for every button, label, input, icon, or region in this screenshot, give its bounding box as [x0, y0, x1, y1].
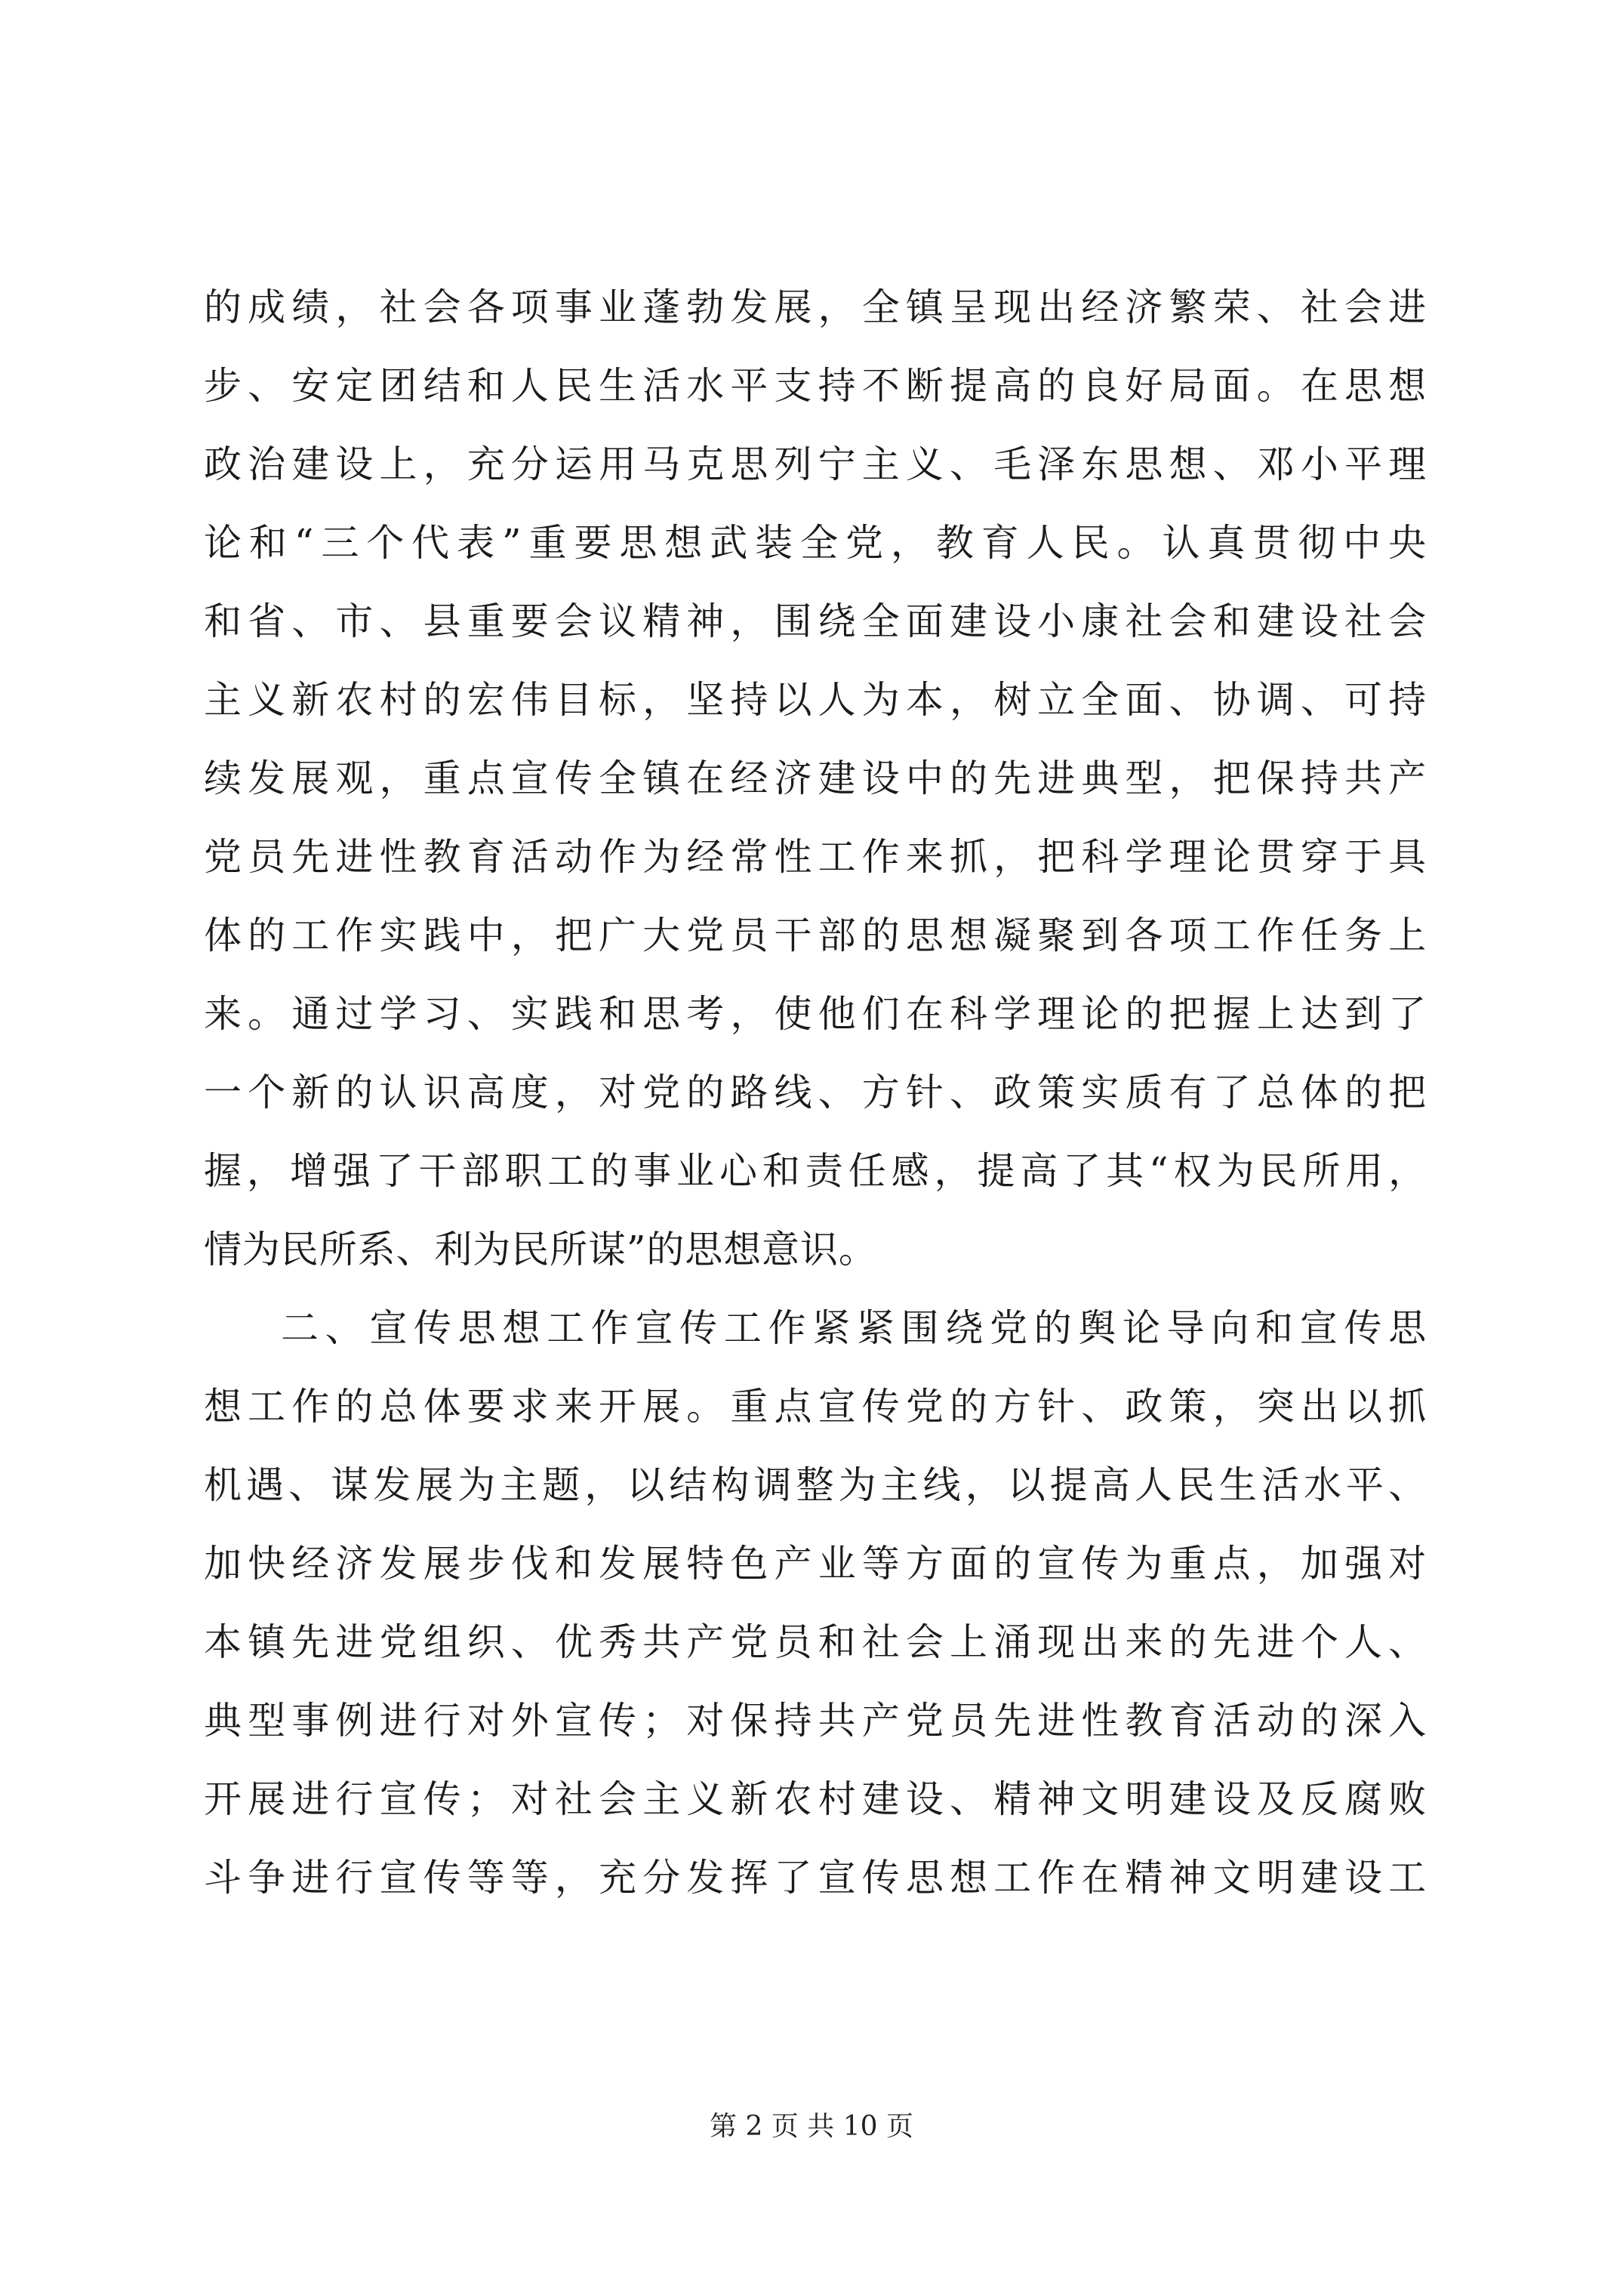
- text-line: 来。通过学习、实践和思考，使他们在科学理论的把握上达到了: [204, 992, 1427, 1036]
- text-line: 情为民所系、利为民所谋”的思想意识。: [204, 1228, 877, 1271]
- page-number: 第 2 页 共 10 页: [710, 2111, 913, 2142]
- text-line: 续发展观，重点宣传全镇在经济建设中的先进典型，把保持共产: [204, 757, 1427, 800]
- text-line: 一个新的认识高度，对党的路线、方针、政策实质有了总体的把: [204, 1071, 1427, 1114]
- text-line: 和省、市、县重要会议精神，围绕全面建设小康社会和建设社会: [204, 599, 1427, 643]
- text-line: 想工作的总体要求来开展。重点宣传党的方针、政策，突出以抓: [204, 1385, 1427, 1428]
- text-line: 握，增强了干部职工的事业心和责任感，提高了其“权为民所用，: [204, 1149, 1427, 1193]
- text-line: 论和“三个代表”重要思想武装全党，教育人民。认真贯彻中央: [204, 521, 1427, 565]
- page-footer: [0, 2110, 1623, 2143]
- text-line: 的成绩，社会各项事业蓬勃发展，全镇呈现出经济繁荣、社会进: [204, 285, 1427, 329]
- document-body: [204, 268, 1427, 1917]
- text-line: 党员先进性教育活动作为经常性工作来抓，把科学理论贯穿于具: [204, 835, 1427, 879]
- text-line: 体的工作实践中，把广大党员干部的思想凝聚到各项工作任务上: [204, 914, 1427, 957]
- text-line: 政治建设上，充分运用马克思列宁主义、毛泽东思想、邓小平理: [204, 442, 1427, 486]
- text-line: 机遇、谋发展为主题，以结构调整为主线，以提高人民生活水平、: [204, 1463, 1427, 1507]
- text-line: 本镇先进党组织、优秀共产党员和社会上涌现出来的先进个人、: [204, 1620, 1427, 1664]
- text-line: 主义新农村的宏伟目标，坚持以人为本，树立全面、协调、可持: [204, 678, 1427, 722]
- text-line: 斗争进行宣传等等，充分发挥了宣传思想工作在精神文明建设工: [204, 1856, 1427, 1900]
- text-line: 二、宣传思想工作宣传工作紧紧围绕党的舆论导向和宣传思: [281, 1306, 1427, 1350]
- text-line: 加快经济发展步伐和发展特色产业等方面的宣传为重点，加强对: [204, 1542, 1427, 1586]
- text-line: 典型事例进行对外宣传；对保持共产党员先进性教育活动的深入: [204, 1699, 1427, 1743]
- text-line: 步、安定团结和人民生活水平支持不断提高的良好局面。在思想: [204, 364, 1427, 408]
- text-line: 开展进行宣传；对社会主义新农村建设、精神文明建设及反腐败: [204, 1777, 1427, 1821]
